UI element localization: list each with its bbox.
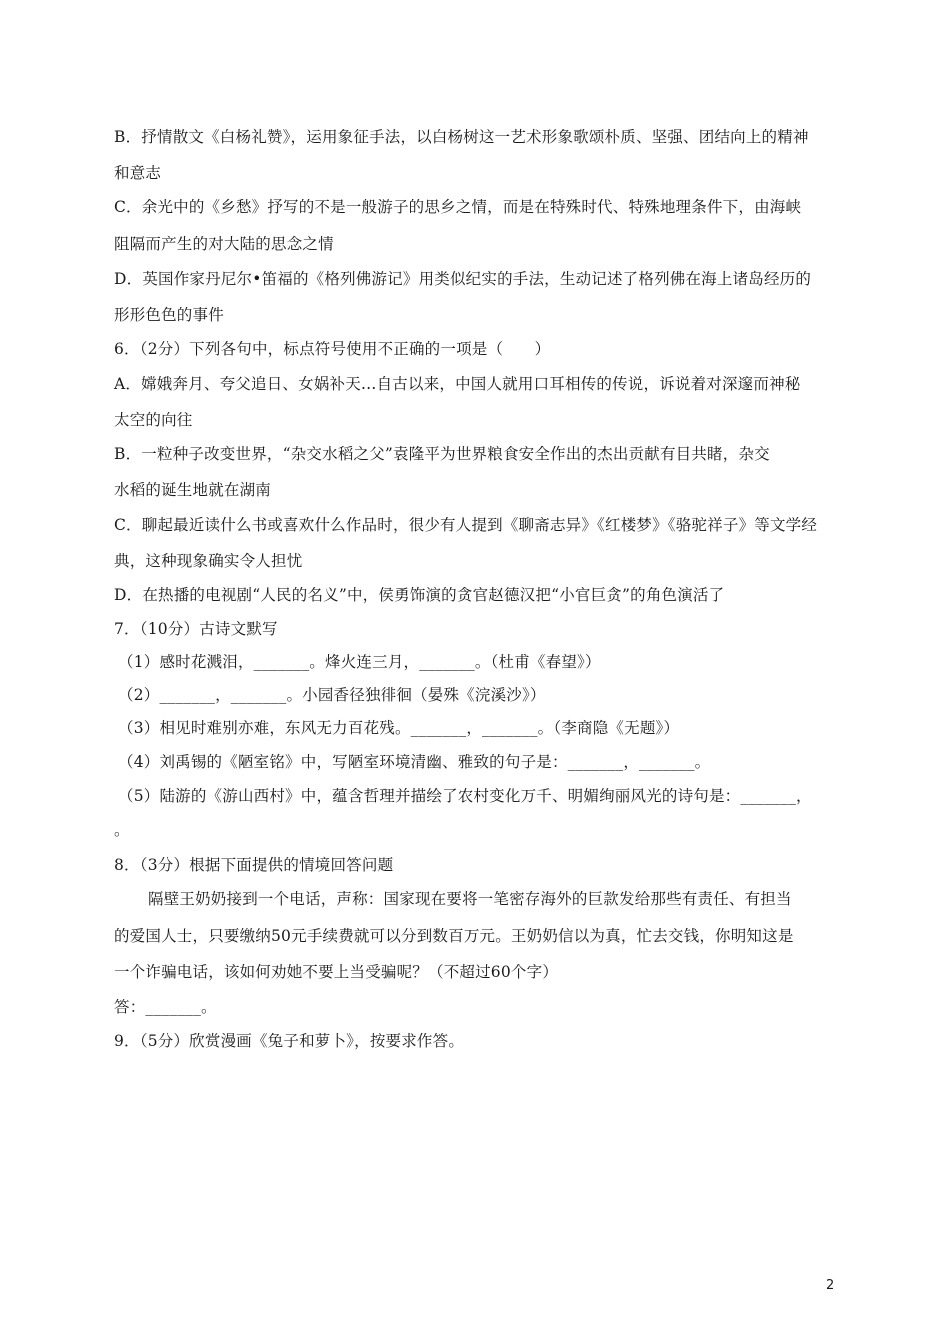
question-8-stem: 8．（3分）根据下面提供的情境回答问题 [114,856,394,874]
q6-option-d-line-1: D．在热播的电视剧“人民的名义”中，侯勇饰演的贪官赵德汉把“小官巨贪”的角色演活了 [114,586,725,604]
q7-item-1: （1）感时花溅泪，_______。烽火连三月，_______。（杜甫《春望》） [118,653,601,671]
question-7-stem: 7．（10分）古诗文默写 [114,620,278,638]
q6-option-a-line-2: 太空的向往 [114,411,193,429]
q7-item-2: （2）_______，_______。小园香径独徘徊（晏殊《浣溪沙》） [118,686,546,704]
option-c-line-1: C．余光中的《乡愁》抒写的不是一般游子的思乡之情，而是在特殊时代、特殊地理条件下，由海峡 [114,198,802,216]
q6-option-b-line-1: B．一粒种子改变世界，“杂交水稻之父”袁隆平为世界粮食安全作出的杰出贡献有目共睹，杂交 [114,445,770,463]
q7-item-3: （3）相见时难别亦难，东风无力百花残。_______，_______。（李商隐《无题》） [118,719,680,737]
q6-option-c-line-2: 典，这种现象确实令人担忧 [114,552,303,570]
page-number: 2 [826,1278,835,1293]
q6-option-b-line-2: 水稻的诞生地就在湖南 [114,481,272,499]
option-d-line-1: D．英国作家丹尼尔•笛福的《格列佛游记》用类似纪实的手法，生动记述了格列佛在海上诸岛经历的 [114,270,812,288]
q7-item-4: （4）刘禹锡的《陋室铭》中，写陋室环境清幽、雅致的句子是：_______，_______。 [118,753,711,771]
question-9-stem: 9．（5分）欣赏漫画《兔子和萝卜》，按要求作答。 [114,1032,465,1050]
q7-item-5: （5）陆游的《游山西村》中，蕴含哲理并描绘了农村变化万千、明媚绚丽风光的诗句是：_______， [118,787,812,805]
option-d-line-2: 形形色色的事件 [114,306,224,324]
q8-answer-line: 答：_______。 [114,998,217,1016]
q8-scenario-line-3: 一个诈骗电话，该如何劝她不要上当受骗呢？（不超过60个字） [114,963,559,981]
q6-option-c-line-1: C．聊起最近读什么书或喜欢什么作品时，很少有人提到《聊斋志异》《红楼梦》《骆驼祥子》等文学经 [114,516,818,534]
q8-scenario-line-2: 的爱国人士，只要缴纳50元手续费就可以分到数百万元。王奶奶信以为真，忙去交钱，你明知这是 [114,927,794,945]
q8-scenario-line-1: 隔壁王奶奶接到一个电话，声称：国家现在要将一笔密存海外的巨款发给那些有责任、有担当 [148,890,792,908]
option-c-line-2: 阻隔而产生的对大陆的思念之情 [114,235,334,253]
q6-option-a-line-1: A．嫦娥奔月、夸父追日、女娲补天…自古以来，中国人就用口耳相传的传说，诉说着对深邃而神秘 [114,375,801,393]
option-b-line-1: B．抒情散文《白杨礼赞》，运用象征手法，以白杨树这一艺术形象歌颂朴质、坚强、团结向上的精神 [114,128,809,146]
q7-item-5-end: 。 [114,821,130,839]
option-b-line-2: 和意志 [114,164,162,182]
question-6-stem: 6．（2分）下列各句中，标点符号使用不正确的一项是（ ） [114,340,551,358]
